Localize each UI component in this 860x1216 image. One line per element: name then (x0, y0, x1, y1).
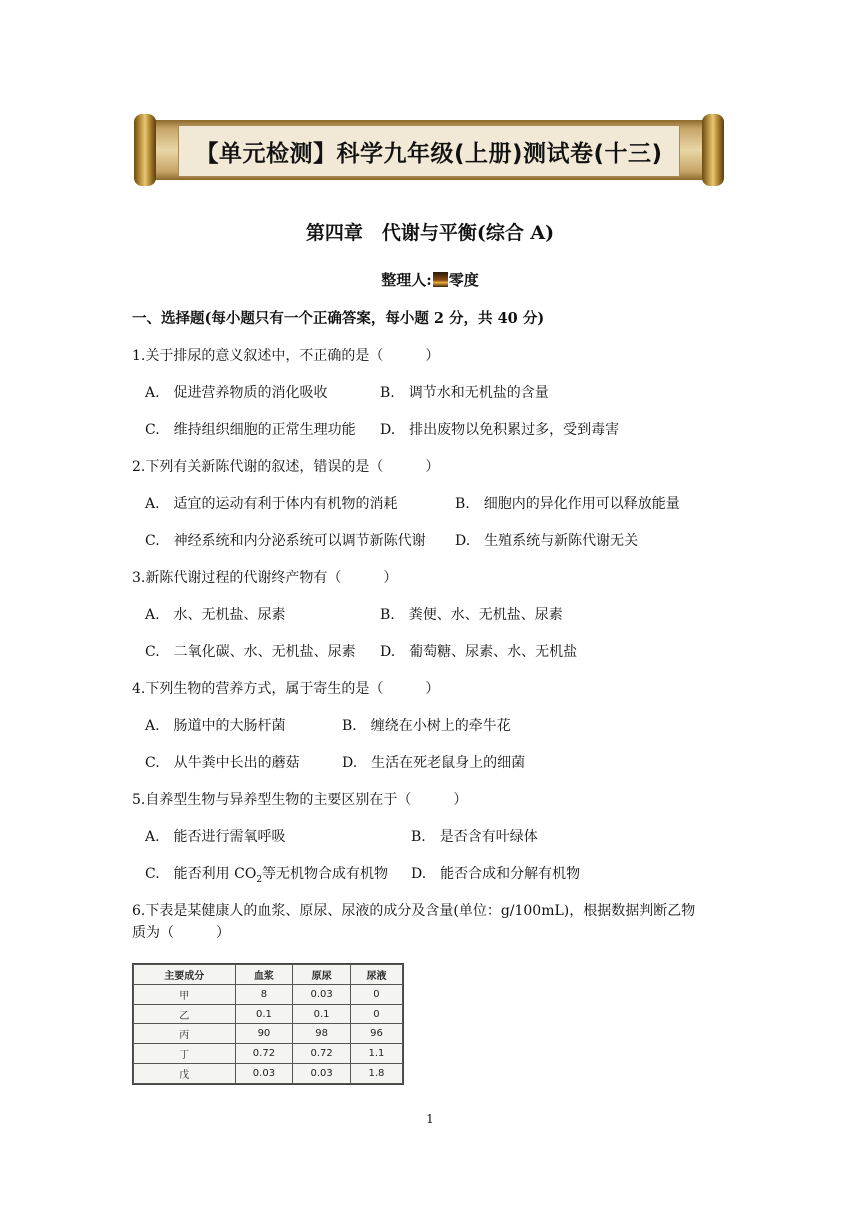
question-1-stem: 1.关于排尿的意义叙述中，不正确的是（ ） (132, 348, 440, 364)
question-4-option-c: C. 从牛粪中长出的蘑菇 (145, 755, 300, 771)
question-1-option-b: B. 调节水和无机盐的含量 (380, 385, 549, 401)
co2-subscript: 2 (256, 874, 263, 885)
organizer-line (0, 269, 860, 290)
question-4-option-a: A. 肠道中的大肠杆菌 (145, 718, 286, 734)
question-1-option-c: C. 维持组织细胞的正常生理功能 (145, 422, 356, 438)
banner-panel (178, 125, 680, 177)
question-3-option-d: D. 葡萄糖、尿素、水、无机盐 (380, 644, 578, 660)
table-cell: 丙 (134, 1024, 236, 1044)
page-number: 1 (426, 1112, 434, 1126)
organizer-name: 零度 (448, 271, 479, 289)
question-5-option-c (145, 863, 388, 885)
section-heading: 一、选择题(每小题只有一个正确答案，每小题 2 分，共 40 分) (132, 310, 545, 327)
table-cell: 0.03 (293, 1064, 351, 1084)
table-cell: 1.8 (350, 1064, 402, 1084)
table-cell: 0.1 (235, 1004, 293, 1024)
table-cell: 丁 (134, 1044, 236, 1064)
table-cell: 1.1 (350, 1044, 402, 1064)
table-row (134, 1064, 403, 1084)
question-5-option-d: D. 能否合成和分解有机物 (411, 866, 581, 882)
option-c-prefix: C. 能否利用 CO (145, 866, 257, 882)
table-row (134, 1044, 403, 1064)
question-2-option-a: A. 适宜的运动有利于体内有机物的消耗 (145, 496, 398, 512)
question-6-stem-line-1: 6.下表是某健康人的血浆、原尿、尿液的成分及含量(单位：g/100mL)，根据数据判断乙物 (132, 903, 696, 919)
table-row (134, 1004, 403, 1024)
scroll-rod-left (134, 114, 156, 186)
composition-table-grid (133, 964, 403, 1084)
question-3-option-a: A. 水、无机盐、尿素 (145, 607, 286, 623)
question-5-option-a: A. 能否进行需氧呼吸 (145, 829, 286, 845)
table-header: 血浆 (235, 965, 293, 985)
question-4-stem: 4.下列生物的营养方式，属于寄生的是（ ） (132, 681, 440, 697)
table-header-row (134, 965, 403, 985)
table-row (134, 1024, 403, 1044)
table-cell: 0.03 (293, 984, 351, 1004)
table-cell: 乙 (134, 1004, 236, 1024)
table-header: 主要成分 (134, 965, 236, 985)
table-cell: 0 (350, 984, 402, 1004)
table-cell: 甲 (134, 984, 236, 1004)
question-3-option-b: B. 粪便、水、无机盐、尿素 (380, 607, 563, 623)
table-cell: 戊 (134, 1064, 236, 1084)
question-6-stem-line-2: 质为（ ） (132, 925, 230, 941)
table-cell: 98 (293, 1024, 351, 1044)
composition-table (132, 963, 404, 1085)
scroll-rod-right (702, 114, 724, 186)
banner-title: 【单元检测】科学九年级(上册)测试卷(十三) (195, 140, 663, 167)
question-5-option-b: B. 是否含有叶绿体 (411, 829, 538, 845)
table-cell: 0 (350, 1004, 402, 1024)
table-cell: 0.1 (293, 1004, 351, 1024)
question-2-option-c: C. 神经系统和内分泌系统可以调节新陈代谢 (145, 533, 426, 549)
question-1-option-a: A. 促进营养物质的消化吸收 (145, 385, 328, 401)
question-2-option-d: D. 生殖系统与新陈代谢无关 (455, 533, 639, 549)
organizer-label: 整理人: (381, 271, 432, 289)
table-cell: 0.72 (293, 1044, 351, 1064)
chapter-title: 第四章 代谢与平衡(综合 A) (305, 222, 555, 244)
table-cell: 0.72 (235, 1044, 293, 1064)
table-cell: 96 (350, 1024, 402, 1044)
question-3-option-c: C. 二氧化碳、水、无机盐、尿素 (145, 644, 356, 660)
question-5-stem: 5.自养型生物与异养型生物的主要区别在于（ ） (132, 792, 468, 808)
question-1-option-d: D. 排出废物以免积累过多，受到毒害 (380, 422, 620, 438)
option-c-suffix: 等无机物合成有机物 (262, 866, 389, 882)
question-2-option-b: B. 细胞内的异化作用可以释放能量 (455, 496, 680, 512)
question-4-option-b: B. 缠绕在小树上的牵牛花 (342, 718, 511, 734)
title-banner (134, 114, 724, 186)
table-header: 原尿 (293, 965, 351, 985)
question-4-option-d: D. 生活在死老鼠身上的细菌 (342, 755, 526, 771)
sunset-icon (433, 272, 448, 287)
table-cell: 8 (235, 984, 293, 1004)
table-header: 尿液 (350, 965, 402, 985)
question-2-stem: 2.下列有关新陈代谢的叙述，错误的是（ ） (132, 459, 440, 475)
question-3-stem: 3.新陈代谢过程的代谢终产物有（ ） (132, 570, 398, 586)
table-cell: 90 (235, 1024, 293, 1044)
table-cell: 0.03 (235, 1064, 293, 1084)
table-row (134, 984, 403, 1004)
